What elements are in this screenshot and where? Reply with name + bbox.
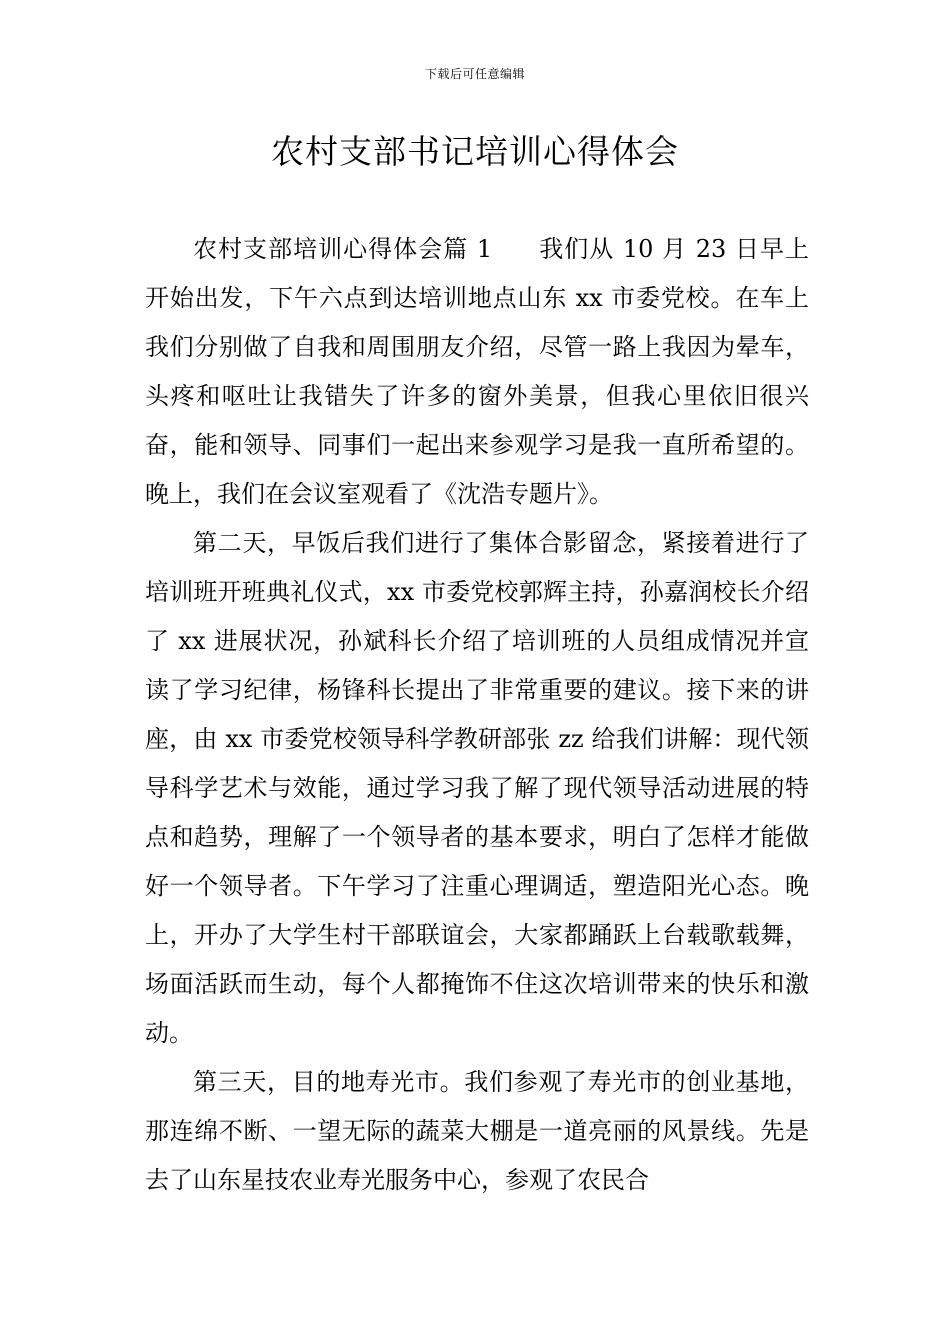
paragraph-day-three: 第三天，目的地寿光市。我们参观了寿光市的创业基地，那连绵不断、一望无际的蔬菜大棚是一道亮丽的风景线。先是去了山东星技农业寿光服务中心，参观了农民合 <box>145 1068 809 1194</box>
paragraph-day-two: 第二天，早饭后我们进行了集体合影留念，紧接着进行了培训班开班典礼仪式，xx 市委党校郭辉主持，孙嘉润校长介绍了 xx 进展状况，孙斌科长介绍了培训班的人员组成情况并宣读了学习纪律，杨锋科长提出了非常重要的建议。接下来的讲座，由 xx 市委党校领导科学教研部张 zz 给我们讲解：现代领导科学艺术与效能，通过学习我了解了现代领导活动进展的特点和趋势，理解了一个领导者的基本要求，明白了怎样才能做好一个领导者。下午学习了注重心理调适，塑造阳光心态。晚上，开办了大学生村干部联谊会，大家都踊跃上台载歌载舞，场面活跃而生动，每个人都掩饰不住这次培训带来的快乐和激动。 <box>145 529 809 1047</box>
section-label: 农村支部培训心得体会篇 1 <box>193 235 493 263</box>
page-header-note: 下载后可任意编辑 <box>424 67 525 81</box>
document-body <box>145 225 809 1205</box>
document-title: 农村支部书记培训心得体会 <box>271 132 679 171</box>
paragraph-intro <box>145 225 809 519</box>
intro-text: 我们从 10 月 23 日早上开始出发，下午六点到达培训地点山东 xx 市委党校。在车上我们分别做了自我和周围朋友介绍，尽管一路上我因为晕车，头疼和呕吐让我错失了许多的窗外美景，但我心里依旧很兴奋，能和领导、同事们一起出来参观学习是我一直所希望的。晚上，我们在会议室观看了《沈浩专题片》。 <box>145 235 810 508</box>
